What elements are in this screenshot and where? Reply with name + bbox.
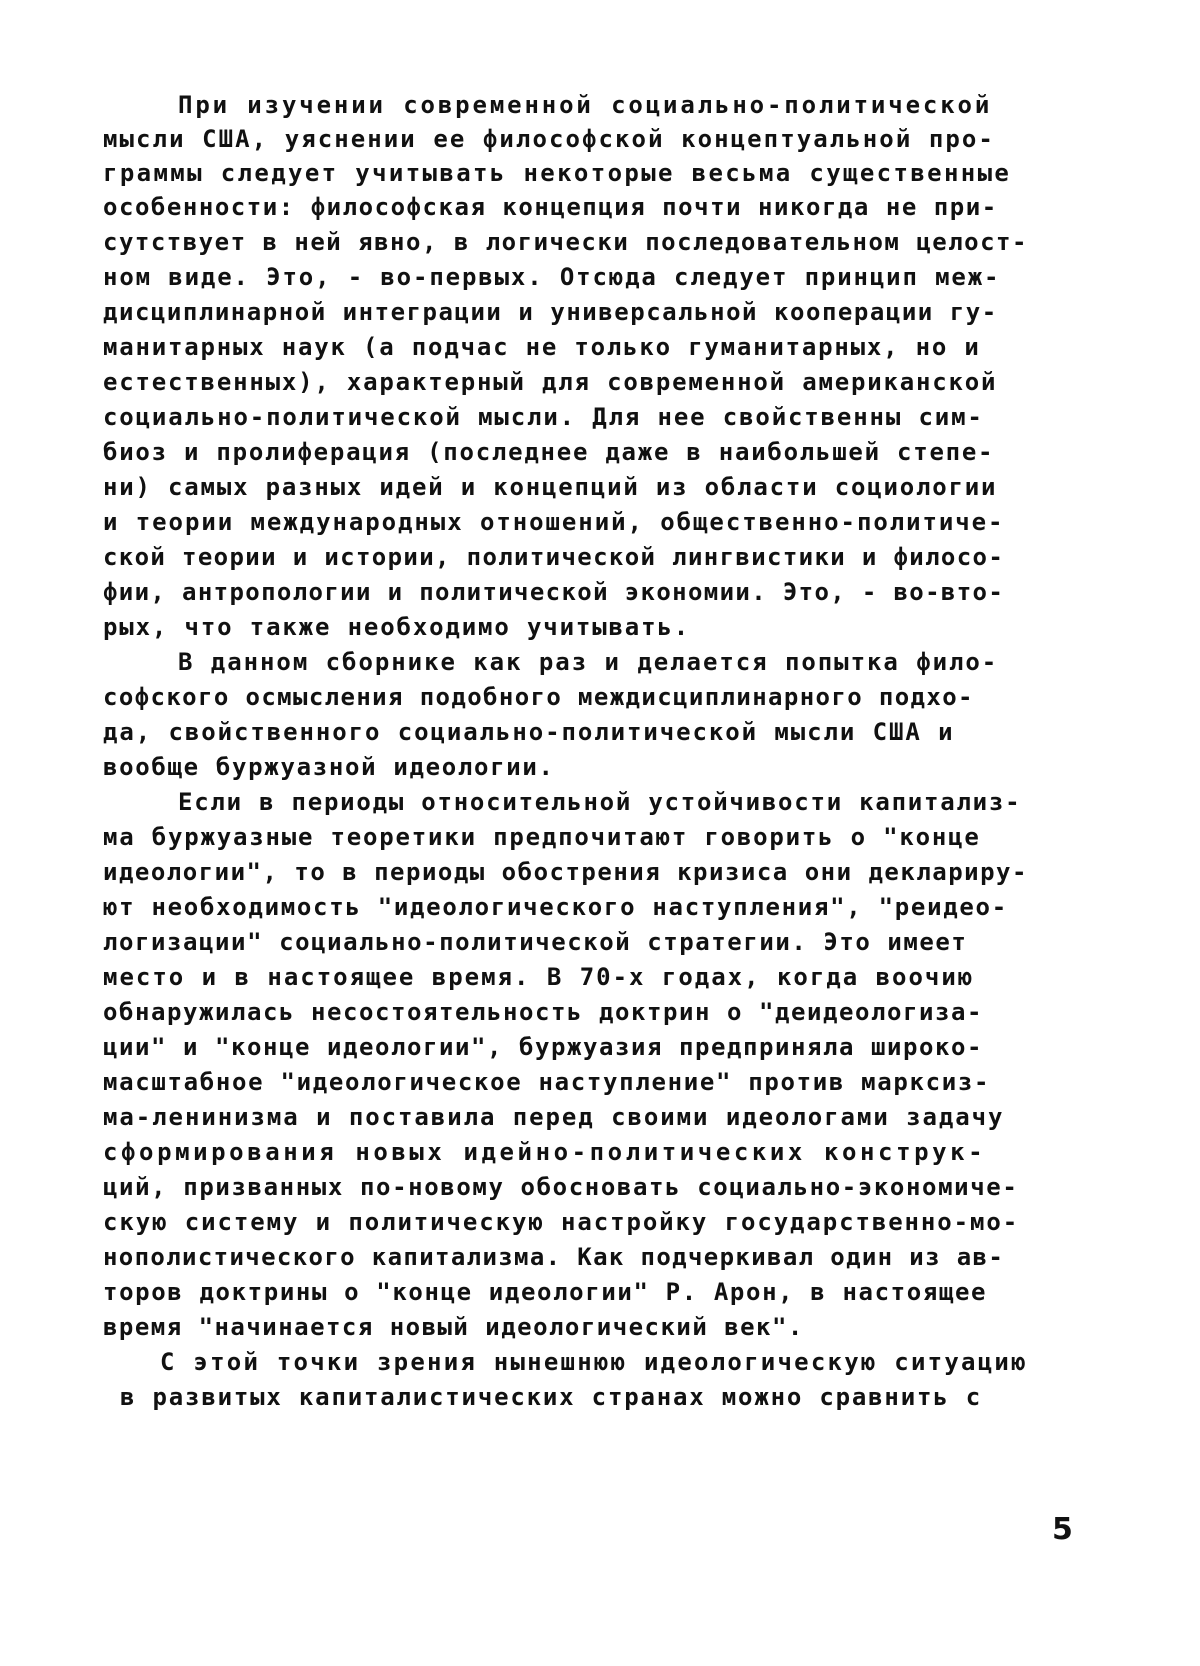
text-line: обнаружилась несостоятельность доктрин о "деидеологиза- — [103, 998, 984, 1026]
text-line: граммы следует учитывать некоторые весьма существенные — [103, 159, 1012, 187]
text-line: естественных), характерный для современной американской — [103, 368, 998, 396]
text-line: место и в настоящее время. В 70-х годах, когда воочию — [103, 963, 975, 991]
text-line: нополистического капитализма. Как подчеркивал один из ав- — [103, 1243, 1005, 1271]
text-line: социально-политической мысли. Для нее свойственны сим- — [103, 403, 984, 431]
text-line: ют необходимость "идеологического наступления", "реидео- — [103, 893, 1008, 921]
text-line: ни) самых разных идей и концепций из области социологии — [103, 473, 998, 501]
text-line: торов доктрины о "конце идеологии" Р. Арон, в настоящее — [103, 1278, 988, 1306]
text-line: ций, призванных по-новому обосновать социально-экономиче- — [103, 1173, 1019, 1201]
text-line: рых, что также необходимо учитывать. — [103, 613, 691, 641]
text-line: идеологии", то в периоды обострения кризиса они деклариру- — [103, 858, 1028, 886]
text-line: и теории международных отношений, общественно-политиче- — [103, 508, 1005, 536]
text-line: Если в периоды относительной устойчивости капитализ- — [178, 788, 1022, 816]
text-line: логизации" социально-политической стратегии. Это имеет — [103, 928, 968, 956]
text-line: ма-ленинизма и поставила перед своими идеологами задачу — [103, 1103, 1005, 1131]
text-line: ном виде. Это, - во-первых. Отсюда следует принцип меж- — [103, 263, 1001, 291]
text-line: время "начинается новый идеологический век". — [103, 1313, 804, 1341]
text-line: мысли США, уяснении ее философской концептуальной про- — [103, 125, 995, 153]
text-line: ции" и "конце идеологии", буржуазия предприняла широко- — [103, 1033, 984, 1061]
text-line: ма буржуазные теоретики предпочитают говорить о "конце — [103, 823, 981, 851]
text-line: При изучении современной социально-политической — [178, 91, 993, 119]
text-line: биоз и пролиферация (последнее даже в наибольшей степе- — [103, 438, 995, 466]
text-line: манитарных наук (а подчас не только гуманитарных, но и — [103, 333, 981, 361]
text-line: фии, антропологии и политической экономии. Это, - во-вто- — [103, 578, 1005, 606]
text-line: С этой точки зрения нынешнюю идеологическую ситуацию — [160, 1348, 1028, 1376]
text-line: особенности: философская концепция почти никогда не при- — [103, 193, 998, 221]
page-number: 5 — [1052, 1512, 1073, 1547]
text-line: масштабное "идеологическое наступление" против марксиз- — [103, 1068, 991, 1096]
text-line: дисциплинарной интеграции и универсальной кооперации гу- — [103, 298, 998, 326]
text-line: скую систему и политическую настройку государственно-мо- — [103, 1208, 1020, 1236]
text-line: ской теории и истории, политической лингвистики и филосо- — [103, 543, 1005, 571]
text-line: вообще буржуазной идеологии. — [103, 753, 555, 781]
text-line: в развитых капиталистических странах можно сравнить с — [120, 1383, 983, 1411]
text-line: В данном сборнике как раз и делается попытка фило- — [178, 648, 999, 676]
text-line: сутствует в ней явно, в логически последовательном целост- — [103, 228, 1028, 256]
text-line: софского осмысления подобного междисциплинарного подхо- — [103, 683, 974, 711]
text-line: сформирования новых идейно-политических конструк- — [103, 1138, 987, 1166]
text-line: да, свойственного социально-политической мысли США и — [103, 718, 955, 746]
